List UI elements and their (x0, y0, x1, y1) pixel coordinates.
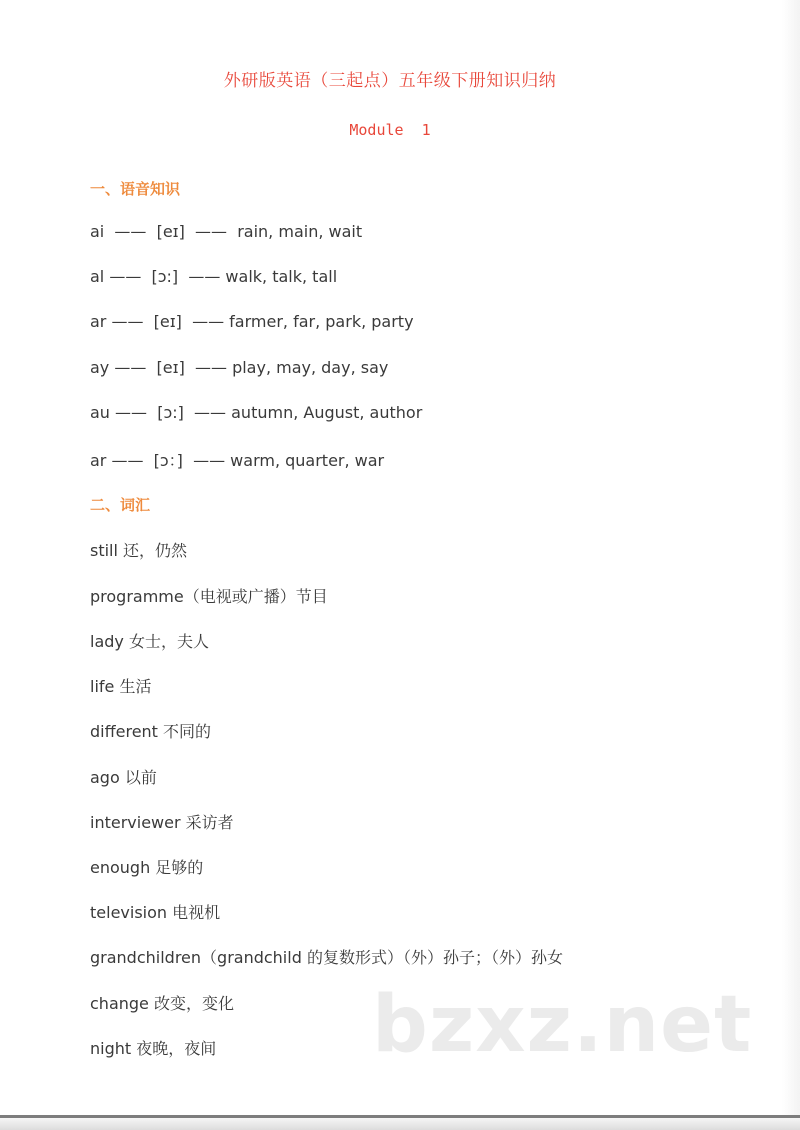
page-edge-shadow (782, 0, 800, 1118)
vocabulary-item: lady 女士，夫人 (90, 632, 209, 651)
phonics-line: ai —— [eɪ] —— rain, main, wait (90, 222, 363, 241)
phonics-line: ay —— [eɪ] —— play, may, day, say (90, 358, 389, 377)
document-title: 外研版英语（三起点）五年级下册知识归纳 (223, 71, 557, 91)
phonics-line: ar —— [eɪ] —— farmer, far, park, party (90, 312, 414, 331)
phonics-line: au —— [ɔ:] —— autumn, August, author (90, 403, 423, 422)
vocabulary-item: grandchildren（grandchild 的复数形式）（外）孙子；（外）孙女 (90, 948, 563, 967)
vocabulary-item: ago 以前 (90, 768, 157, 787)
section-heading-phonics: 一、语音知识 (90, 180, 181, 198)
vocabulary-item: different 不同的 (90, 722, 212, 741)
vocabulary-item: programme（电视或广播）节目 (90, 587, 328, 606)
module-title: Module 1 (349, 121, 431, 139)
page-bottom-edge (0, 1115, 800, 1130)
vocabulary-item: change 改变，变化 (90, 994, 234, 1013)
phonics-line: al —— [ɔ:] —— walk, talk, tall (90, 267, 338, 286)
phonics-line: ar —— [ɔ：] —— warm, quarter, war (90, 451, 385, 470)
vocabulary-item: enough 足够的 (90, 858, 204, 877)
vocabulary-item: life 生活 (90, 677, 152, 696)
site-watermark: bzxz.net (372, 980, 753, 1070)
section-heading-vocabulary: 二、词汇 (90, 496, 151, 514)
vocabulary-item: still 还，仍然 (90, 541, 188, 560)
vocabulary-item: interviewer 采访者 (90, 813, 234, 832)
vocabulary-item: television 电视机 (90, 903, 221, 922)
vocabulary-item: night 夜晚，夜间 (90, 1039, 217, 1058)
